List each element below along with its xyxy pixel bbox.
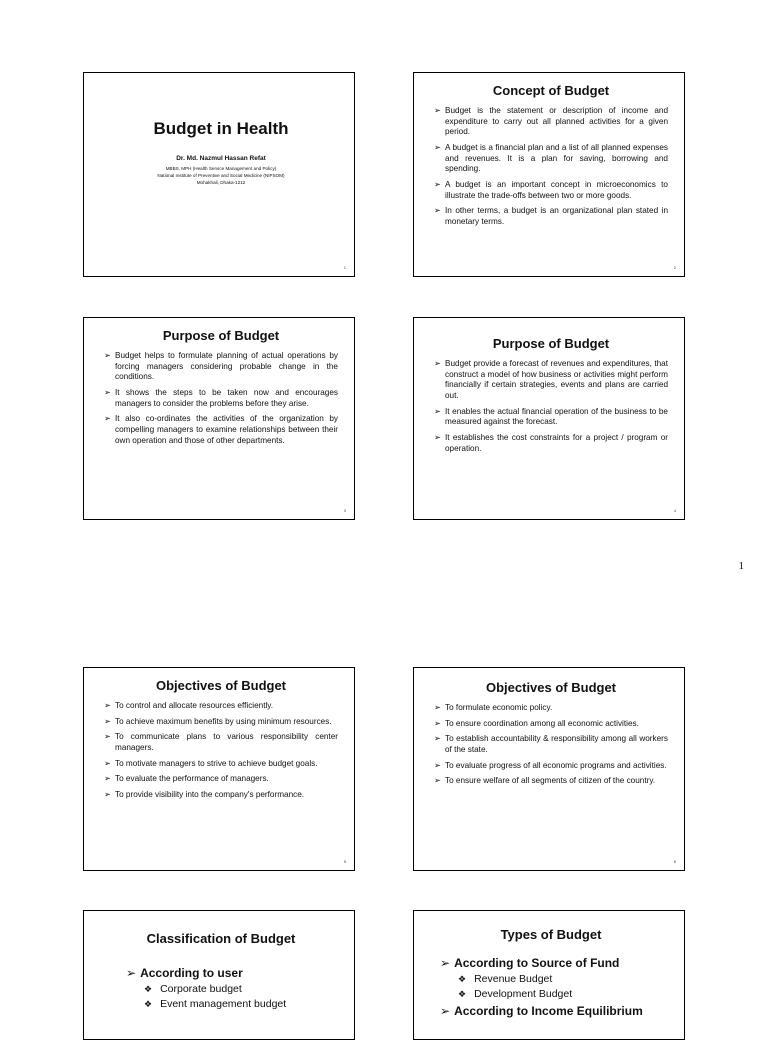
arrow-bullet-icon: ➢ — [104, 789, 111, 799]
slide-number: 3 — [343, 508, 346, 513]
bullet-point: ➢ To formulate economic policy. — [434, 703, 553, 712]
slide-title: Purpose of Budget — [162, 328, 280, 343]
category-block — [104, 966, 338, 1010]
slide-1 — [83, 72, 355, 277]
slide-title: Purpose of Budget — [492, 336, 610, 351]
category-heading: ➢ According to user — [126, 966, 243, 980]
slide-4 — [413, 317, 685, 520]
sub-item: ❖ Event management budget — [144, 998, 287, 1010]
arrow-bullet-icon: ➢ — [434, 179, 441, 189]
sub-item: ❖ Revenue Budget — [458, 973, 553, 985]
bullet-point: ➢ To achieve maximum benefits by using minimum resources. — [104, 716, 332, 726]
arrow-bullet-icon: ➢ — [434, 432, 441, 442]
bullet-point: ➢ To communicate plans to various responsibility center managers. — [104, 732, 338, 752]
arrow-bullet-icon: ➢ — [434, 106, 441, 115]
bullet-point: ➢ It shows the steps to be taken now and encourages managers to consider the problems before they arise. — [104, 387, 338, 408]
arrow-bullet-icon: ➢ — [104, 351, 111, 360]
arrow-bullet-icon: ➢ — [434, 206, 441, 216]
page-number: 1 — [738, 560, 744, 572]
bullet-point: ➢ To control and allocate resources efficiently. — [104, 701, 274, 710]
slide-title: Objectives of Budget — [485, 680, 617, 695]
slide-7 — [83, 910, 355, 1040]
bullet-point: ➢ Budget is the statement or description of income and expenditure to carry out all planned activities for a given period. — [434, 106, 668, 137]
arrow-bullet-icon: ➢ — [104, 701, 111, 710]
slide-title: Types of Budget — [500, 927, 602, 942]
slide-6 — [413, 667, 685, 871]
slide-number: 4 — [673, 508, 676, 513]
bullet-point: ➢ To motivate managers to strive to achieve budget goals. — [104, 758, 318, 768]
bullet-point: ➢ To evaluate progress of all economic programs and activities. — [434, 760, 667, 770]
arrow-bullet-icon: ➢ — [440, 1004, 451, 1018]
bullet-point: ➢ Budget helps to formulate planning of actual operations by forcing managers considering probable change in the conditions. — [104, 351, 338, 382]
arrow-bullet-icon: ➢ — [434, 406, 441, 416]
arrow-bullet-icon: ➢ — [434, 718, 441, 728]
arrow-bullet-icon: ➢ — [440, 956, 451, 970]
bullet-list — [104, 351, 338, 446]
slide-number: 1 — [343, 265, 346, 270]
slide-2 — [413, 72, 685, 277]
slide-title: Objectives of Budget — [155, 678, 287, 693]
arrow-bullet-icon: ➢ — [434, 760, 441, 770]
slide-title: Classification of Budget — [146, 931, 296, 946]
bullet-point: ➢ It establishes the cost constraints for a project / program or operation. — [434, 432, 668, 453]
slide-5 — [83, 667, 355, 871]
bullet-point: ➢ In other terms, a budget is an organizational plan stated in monetary terms. — [434, 206, 668, 226]
bullet-point: ➢ To establish accountability & responsibility among all workers of the state. — [434, 734, 668, 754]
bullet-point: ➢ It also co-ordinates the activities of the organization by compelling managers to examine relationships between their own operation and those of other departments. — [104, 414, 338, 445]
arrow-bullet-icon: ➢ — [104, 716, 111, 726]
slide-title: Budget in Health — [153, 119, 289, 138]
arrow-bullet-icon: ➢ — [104, 387, 111, 397]
arrow-bullet-icon: ➢ — [434, 142, 441, 152]
slide-title: Concept of Budget — [492, 83, 610, 98]
arrow-bullet-icon: ➢ — [104, 774, 111, 784]
arrow-bullet-icon: ➢ — [434, 359, 441, 368]
arrow-bullet-icon: ➢ — [126, 966, 137, 980]
bullet-point: ➢ A budget is an important concept in microeconomics to illustrate the trade-offs between two or more goods. — [434, 179, 668, 200]
slide-number: 5 — [343, 859, 346, 864]
category-block — [434, 956, 668, 1018]
slide-number: 2 — [673, 265, 676, 270]
bullet-point: ➢ To evaluate the performance of managers. — [104, 774, 269, 784]
sub-item: ❖ Corporate budget — [144, 983, 242, 995]
affiliation-line: National Institute of Preventive and Social Medicine (NIPSOM) — [157, 173, 285, 179]
slide-3 — [83, 317, 355, 520]
arrow-bullet-icon: ➢ — [434, 734, 441, 744]
bullet-point: ➢ A budget is a financial plan and a list of all planned expenses and revenues. It is a plan for saving, borrowing and spending. — [434, 142, 668, 174]
diamond-bullet-icon: ❖ — [458, 974, 467, 984]
arrow-bullet-icon: ➢ — [104, 414, 111, 424]
affiliation-line: MBBS, MPH (Health Service Management and Policy) — [165, 166, 277, 171]
arrow-bullet-icon: ➢ — [104, 758, 111, 768]
affiliation-line: Mohakhali, Dhaka-1212 — [196, 180, 246, 186]
bullet-list — [434, 359, 668, 454]
diamond-bullet-icon: ❖ — [144, 984, 153, 994]
category-heading: ➢ According to Income Equilibrium — [440, 1004, 643, 1018]
bullet-list — [434, 106, 668, 228]
bullet-point: ➢ Budget provide a forecast of revenues and expenditures, that construct a model of how business or activities might perform financially if certain strategies, events and plans are carried out. — [434, 359, 668, 400]
arrow-bullet-icon: ➢ — [104, 732, 111, 742]
bullet-point: ➢ To ensure coordination among all economic activities. — [434, 718, 639, 728]
category-heading: ➢ According to Source of Fund — [440, 956, 620, 970]
bullet-list — [104, 701, 338, 801]
diamond-bullet-icon: ❖ — [458, 989, 467, 999]
arrow-bullet-icon: ➢ — [434, 776, 441, 786]
bullet-point: ➢ To ensure welfare of all segments of citizen of the country. — [434, 776, 656, 786]
diamond-bullet-icon: ❖ — [144, 999, 153, 1009]
bullet-point: ➢ To provide visibility into the company's performance. — [104, 789, 305, 799]
slide-8 — [413, 910, 685, 1040]
sub-item: ❖ Development Budget — [458, 988, 573, 1000]
bullet-point: ➢ It enables the actual financial operation of the business to be measured against the forecast. — [434, 406, 668, 427]
arrow-bullet-icon: ➢ — [434, 703, 441, 712]
slide-number: 6 — [673, 859, 676, 864]
bullet-list — [434, 703, 668, 787]
author-name: Dr. Md. Nazmul Hassan Refat — [176, 155, 266, 162]
